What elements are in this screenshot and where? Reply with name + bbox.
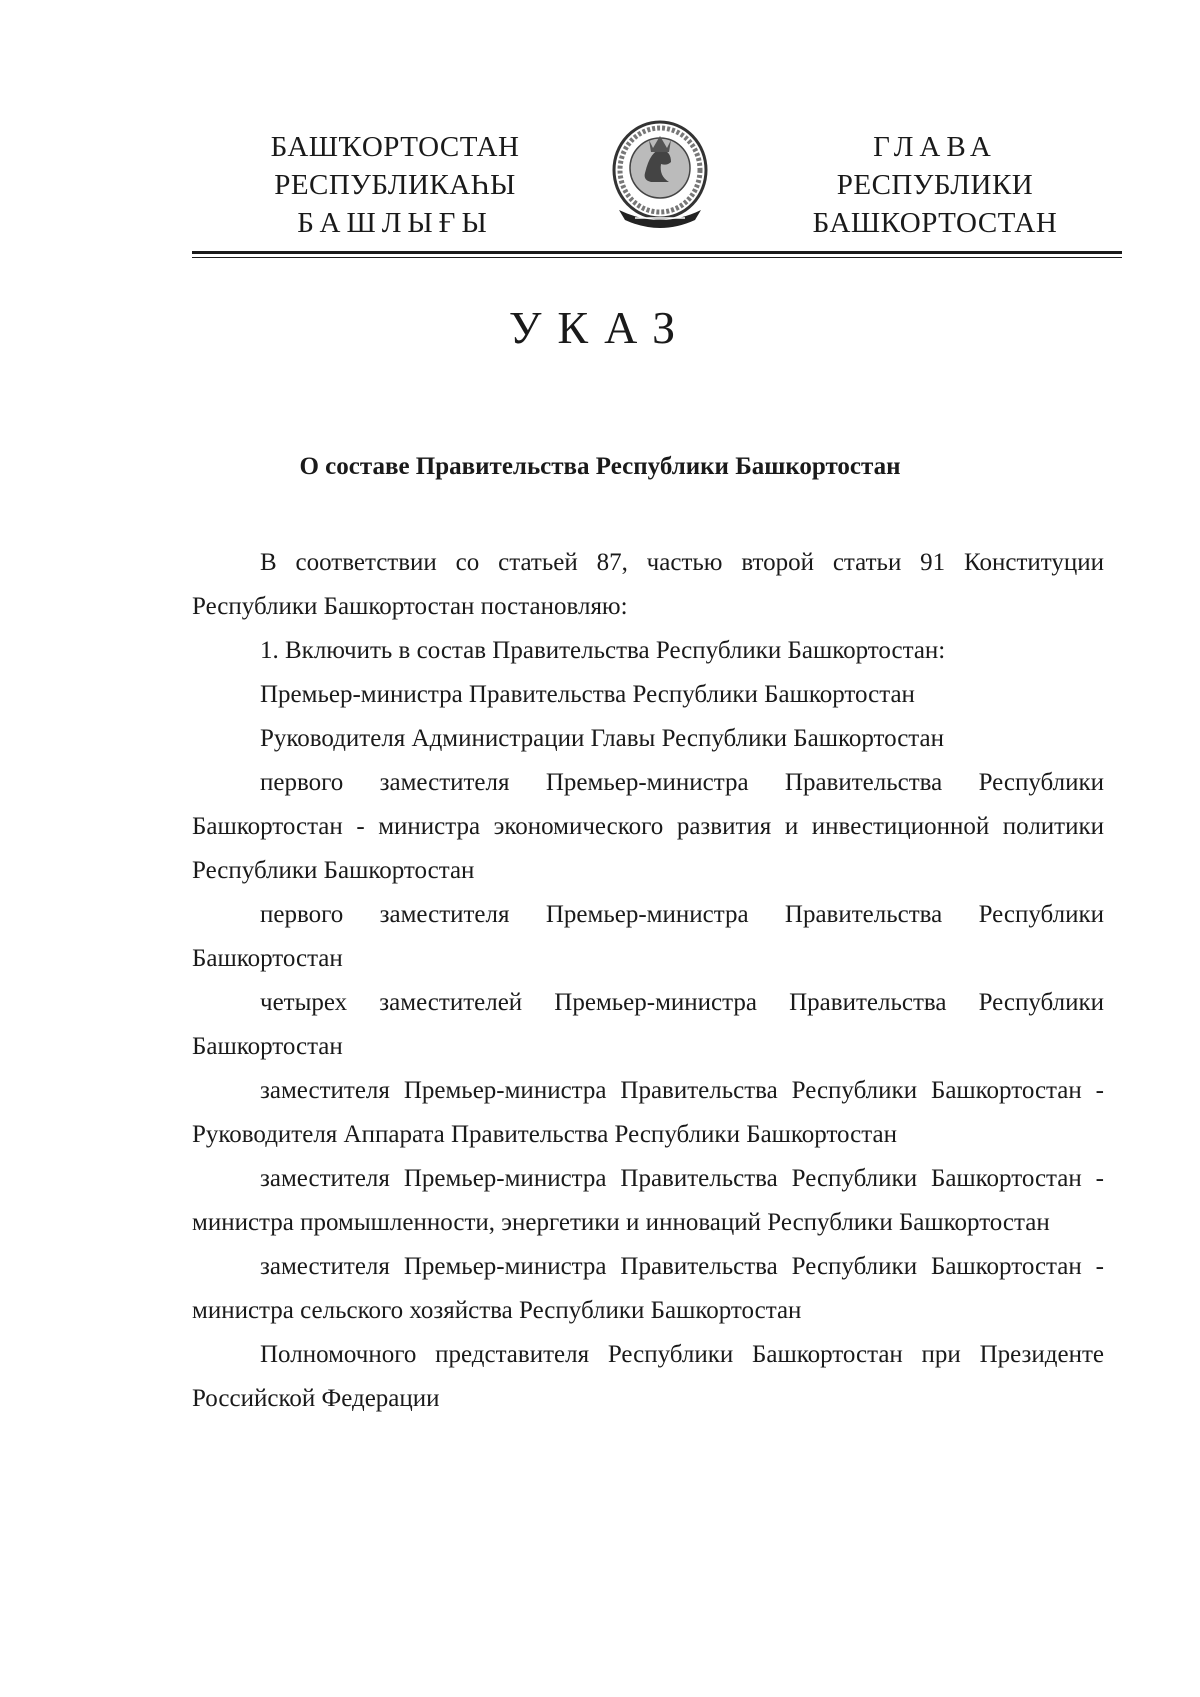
header-left-line-3: БАШЛЫҒЫ [297, 207, 493, 239]
list-item: Премьер-министра Правительства Республики Башкортостан [260, 681, 915, 708]
header-divider-thin [192, 257, 1122, 258]
list-item: заместителя Премьер-министра Правительства Республики Башкортостан - министра сельского хозяйства Республики Башкортостан [192, 1253, 1104, 1324]
header-bashkir-title [245, 128, 545, 242]
header-left-line-1: БАШҠОРТОСТАН [270, 131, 520, 163]
header-right-line-1: ГЛАВА [873, 131, 997, 163]
list-item: Руководителя Администрации Главы Республики Башкортостан [260, 725, 945, 752]
paragraph-preamble: В соответствии со статьей 87, частью второй статьи 91 Конституции Республики Башкортостан постановляю: [192, 549, 1104, 620]
document-subject: О составе Правительства Республики Башкортостан [299, 453, 901, 480]
document-title: УКАЗ [508, 302, 692, 353]
list-item: четырех заместителей Премьер-министра Правительства Республики Башкортостан [192, 989, 1104, 1060]
list-item: первого заместителя Премьер-министра Правительства Республики Башкортостан [192, 901, 1104, 972]
header-left-line-2: РЕСПУБЛИКАҺЫ [274, 169, 516, 201]
list-item: заместителя Премьер-министра Правительства Республики Башкортостан - министра промышленности, энергетики и инноваций Республики Башкортостан [192, 1165, 1104, 1236]
list-item: заместителя Премьер-министра Правительства Республики Башкортостан - Руководителя Аппарата Правительства Республики Башкортостан [192, 1077, 1104, 1148]
paragraph-item-1: 1. Включить в состав Правительства Республики Башкортостан: [260, 637, 946, 664]
list-item: первого заместителя Премьер-министра Правительства Республики Башкортостан - министра экономического развития и инвестиционной политики Республики Башкортостан [192, 769, 1104, 884]
header-right-line-2: РЕСПУБЛИКИ [836, 169, 1034, 201]
coat-of-arms-icon [605, 118, 715, 236]
header-right-line-3: БАШКОРТОСТАН [812, 207, 1058, 239]
list-item: Полномочного представителя Республики Башкортостан при Президенте Российской Федерации [192, 1341, 1104, 1412]
header-russian-title [790, 128, 1080, 242]
header-divider-thick [192, 251, 1122, 254]
document-body [192, 541, 1104, 1421]
